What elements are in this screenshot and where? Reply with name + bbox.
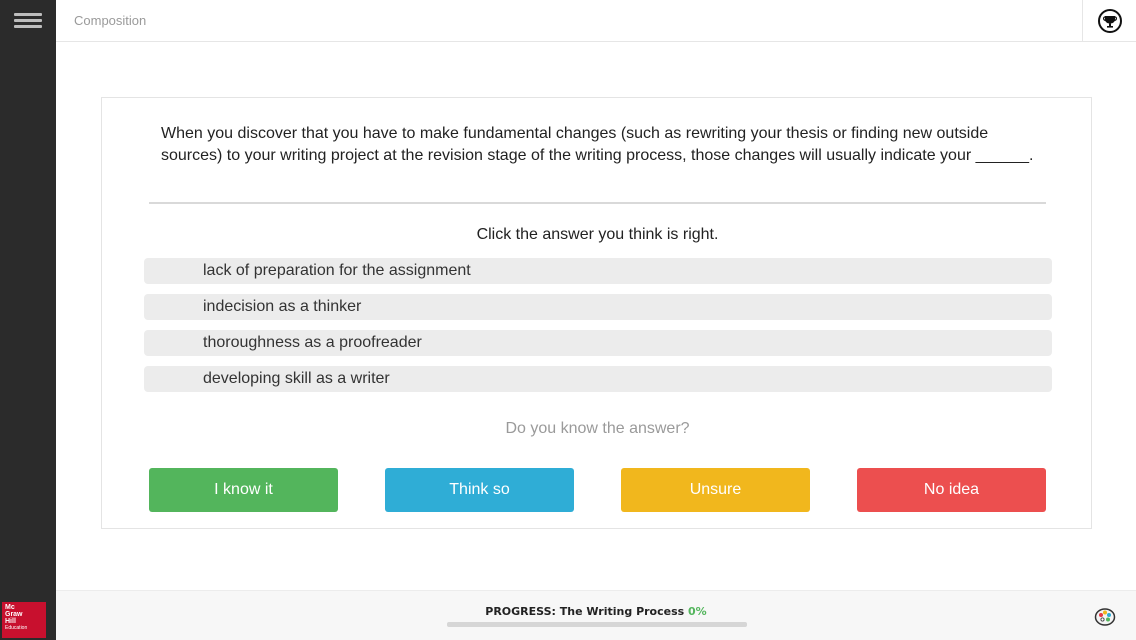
mcgraw-hill-logo [2, 602, 46, 638]
answer-option[interactable]: indecision as a thinker [144, 294, 1052, 320]
hamburger-menu-icon[interactable] [14, 10, 42, 32]
logo-line: Hill [5, 618, 16, 625]
divider [149, 202, 1046, 204]
question-text: When you discover that you have to make fundamental changes (such as rewriting your thesis or finding new outside sources) to your writing project at the revision stage of the writing process, those changes will usually indicate your ______. [161, 125, 1034, 164]
bottom-progress-bar [56, 590, 1136, 640]
answer-option[interactable]: thoroughness as a proofreader [144, 330, 1052, 356]
no-idea-button[interactable]: No idea [857, 468, 1046, 512]
progress-topic: PROGRESS: The Writing Process [485, 605, 685, 618]
progress-percent: 0% [688, 605, 707, 618]
trophy-button[interactable] [1082, 0, 1136, 42]
color-palette-icon [1094, 606, 1116, 628]
progress-track [447, 622, 747, 627]
confidence-prompt: Do you know the answer? [505, 420, 690, 437]
logo-line: Mc [5, 604, 15, 611]
page-title: Composition [74, 13, 147, 28]
palette-button[interactable] [1094, 606, 1116, 628]
instruction-text: Click the answer you think is right. [476, 226, 719, 243]
left-sidebar [0, 0, 56, 640]
answer-option[interactable]: developing skill as a writer [144, 366, 1052, 392]
i-know-it-button[interactable]: I know it [149, 468, 338, 512]
answer-option[interactable]: lack of preparation for the assignment [144, 258, 1052, 284]
logo-line: Education [5, 625, 28, 631]
trophy-icon [1097, 8, 1123, 34]
question-card [101, 97, 1092, 529]
top-header [56, 0, 1136, 42]
unsure-button[interactable]: Unsure [621, 468, 810, 512]
progress-label [56, 605, 1136, 618]
logo-line: Graw [5, 611, 23, 618]
think-so-button[interactable]: Think so [385, 468, 574, 512]
